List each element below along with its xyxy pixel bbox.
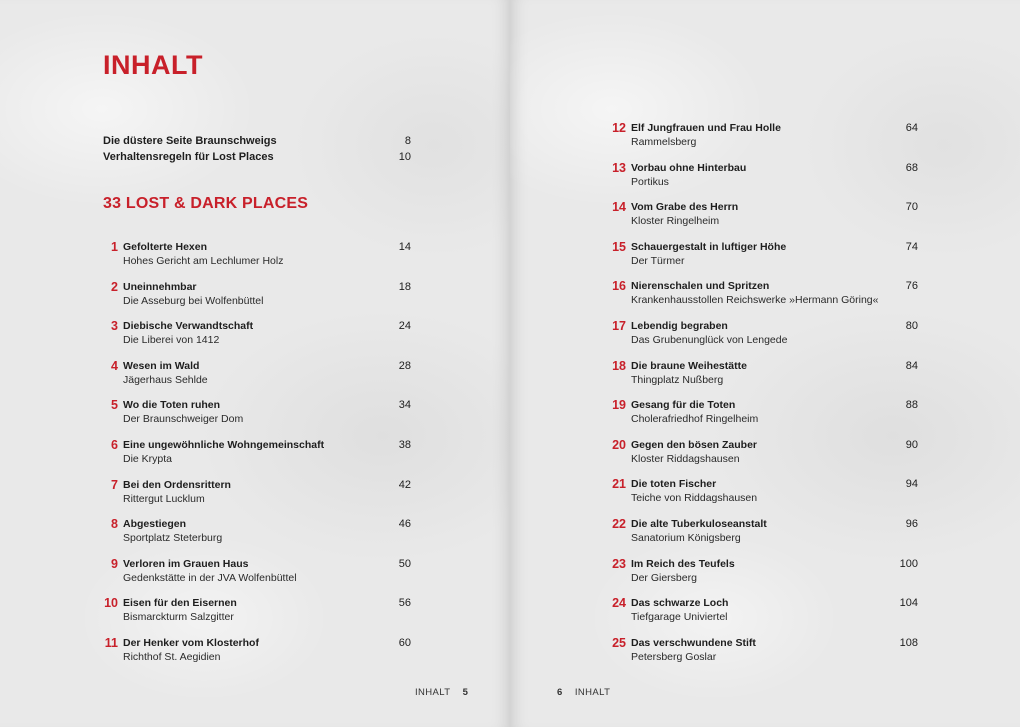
entry-subtitle: Kloster Ringelheim <box>631 215 720 228</box>
entry-number: 7 <box>111 477 118 492</box>
entry-title: Die alte Tuberkuloseanstalt <box>631 518 767 530</box>
toc-entry[interactable] <box>102 398 411 432</box>
toc-entry[interactable] <box>102 280 411 314</box>
entry-subtitle: Der Giersberg <box>631 571 697 584</box>
toc-entry[interactable] <box>610 636 918 670</box>
entry-subtitle: Cholerafriedhof Ringelheim <box>631 413 759 426</box>
entry-title: Eine ungewöhnliche Wohngemeinschaft <box>123 439 325 451</box>
intro-item-title: Die düstere Seite Braunschweigs <box>103 135 277 147</box>
entry-subtitle: Rittergut Lucklum <box>123 492 205 505</box>
entry-page: 96 <box>905 518 918 530</box>
entry-page: 60 <box>398 637 411 649</box>
entry-number: 9 <box>111 556 118 571</box>
entry-title: Vom Grabe des Herrn <box>631 201 739 214</box>
entry-number: 19 <box>612 398 626 413</box>
entry-number: 18 <box>612 358 626 373</box>
toc-entry[interactable] <box>102 517 411 551</box>
entry-subtitle: Petersberg Goslar <box>631 650 717 663</box>
entry-subtitle: Richthof St. Aegidien <box>123 651 221 663</box>
toc-entry[interactable] <box>610 121 918 155</box>
entry-title: Nierenschalen und Spritzen <box>631 280 770 293</box>
toc-entry[interactable] <box>102 557 411 591</box>
entry-subtitle: Die Krypta <box>123 453 173 465</box>
toc-entry[interactable] <box>102 319 411 353</box>
entry-page: 38 <box>398 439 411 451</box>
entry-page: 68 <box>905 161 918 174</box>
intro-item[interactable] <box>103 149 411 165</box>
entry-title: Die braune Weihestätte <box>631 359 747 372</box>
entry-subtitle: Bismarckturm Salzgitter <box>123 611 234 624</box>
entry-page: 56 <box>398 597 411 610</box>
entry-page: 94 <box>905 478 918 491</box>
entry-page: 24 <box>398 320 411 333</box>
toc-entry[interactable] <box>102 636 411 670</box>
entry-title: Der Henker vom Klosterhof <box>123 637 259 649</box>
entry-page: 74 <box>905 240 918 253</box>
entry-title: Die toten Fischer <box>631 478 717 491</box>
entry-title: Abgestiegen <box>123 518 187 531</box>
entry-title: Vorbau ohne Hinterbau <box>631 161 747 174</box>
entry-number: 15 <box>612 239 626 254</box>
entry-subtitle: Thingplatz Nußberg <box>631 373 724 386</box>
entry-number: 6 <box>111 438 118 452</box>
footer-label: INHALT <box>415 687 451 698</box>
entry-title: Verloren im Grauen Haus <box>123 557 249 570</box>
entry-number: 17 <box>612 319 626 333</box>
toc-entry[interactable] <box>102 438 411 472</box>
toc-entry[interactable] <box>102 596 411 630</box>
section-heading: 33 LOST & DARK PLACES <box>103 195 309 212</box>
toc-entry[interactable] <box>610 200 918 234</box>
entry-number: 25 <box>612 635 626 650</box>
entry-number: 10 <box>104 596 118 611</box>
entry-page: 104 <box>899 597 918 610</box>
entry-page: 80 <box>905 320 918 332</box>
intro-item-page: 8 <box>404 135 411 147</box>
toc-entry[interactable] <box>610 517 918 551</box>
toc-entry[interactable] <box>610 161 918 195</box>
entry-page: 34 <box>398 399 411 412</box>
intro-item-title: Verhaltensregeln für Lost Places <box>103 151 274 163</box>
toc-entry[interactable] <box>102 359 411 393</box>
page-footer <box>415 687 468 698</box>
entry-title: Uneinnehmbar <box>123 280 197 293</box>
entry-subtitle: Gedenkstätte in der JVA Wolfenbüttel <box>123 571 297 584</box>
entry-subtitle: Sportplatz Steterburg <box>123 532 223 545</box>
entry-page: 70 <box>905 201 918 214</box>
entry-subtitle: Portikus <box>631 175 669 188</box>
entry-page: 50 <box>398 557 411 570</box>
entry-number: 24 <box>612 596 626 611</box>
entry-page: 84 <box>905 359 918 372</box>
entry-page: 108 <box>899 636 918 649</box>
entry-subtitle: Das Grubenunglück von Lengede <box>631 334 788 346</box>
entry-page: 64 <box>905 122 918 134</box>
entry-title: Bei den Ordensrittern <box>123 478 231 491</box>
footer-label: INHALT <box>574 687 611 698</box>
entry-page: 76 <box>905 280 918 293</box>
toc-entry[interactable] <box>610 279 918 313</box>
entry-number: 21 <box>612 477 626 492</box>
entry-title: Lebendig begraben <box>631 320 728 332</box>
entry-title: Gegen den bösen Zauber <box>631 438 758 451</box>
entry-number: 5 <box>111 398 118 413</box>
entry-subtitle: Jägerhaus Sehlde <box>123 373 208 386</box>
entry-title: Diebische Verwandtschaft <box>123 320 254 333</box>
toc-entry[interactable] <box>610 557 918 591</box>
entry-number: 20 <box>612 437 626 452</box>
page-number: 6 <box>557 687 563 698</box>
page-title: INHALT <box>103 50 203 80</box>
entry-number: 14 <box>612 200 626 215</box>
entry-title: Das schwarze Loch <box>631 597 729 610</box>
entry-number: 1 <box>111 240 118 254</box>
right-page <box>510 0 1020 727</box>
entry-title: Eisen für den Eisernen <box>123 597 237 610</box>
toc-entry[interactable] <box>102 240 411 274</box>
entry-number: 22 <box>612 517 626 531</box>
intro-item[interactable] <box>103 133 411 149</box>
intro-item-page: 10 <box>398 151 411 163</box>
entry-number: 16 <box>612 279 626 294</box>
entry-page: 88 <box>905 399 918 412</box>
entry-number: 8 <box>111 517 118 532</box>
entry-title: Schauergestalt in luftiger Höhe <box>631 240 787 253</box>
entry-number: 4 <box>111 358 118 373</box>
entry-title: Wo die Toten ruhen <box>123 399 221 412</box>
entry-title: Im Reich des Teufels <box>631 557 735 570</box>
entry-subtitle: Kloster Riddagshausen <box>631 452 740 465</box>
entry-subtitle: Der Türmer <box>631 254 685 267</box>
entry-page: 100 <box>899 557 918 570</box>
entry-page: 46 <box>398 518 411 531</box>
page-number: 5 <box>462 687 469 698</box>
entry-subtitle: Tiefgarage Univiertel <box>631 611 728 624</box>
entry-number: 2 <box>111 279 118 294</box>
toc-entry[interactable] <box>610 398 918 432</box>
toc-entry[interactable] <box>610 359 918 393</box>
toc-entry[interactable] <box>610 240 918 274</box>
entry-subtitle: Sanatorium Königsberg <box>631 532 741 544</box>
entry-title: Gefolterte Hexen <box>123 241 208 253</box>
entry-subtitle: Die Liberei von 1412 <box>123 334 220 347</box>
entry-page: 14 <box>398 241 411 253</box>
entry-title: Gesang für die Toten <box>631 399 736 412</box>
entry-page: 42 <box>398 478 411 491</box>
toc-entry[interactable] <box>610 319 918 353</box>
entry-title: Das verschwundene Stift <box>631 636 756 649</box>
toc-entry[interactable] <box>610 596 918 630</box>
entry-title: Elf Jungfrauen und Frau Holle <box>631 122 781 134</box>
entry-page: 18 <box>398 280 411 293</box>
entry-subtitle: Hohes Gericht am Lechlumer Holz <box>123 255 284 267</box>
entry-number: 13 <box>612 160 626 175</box>
entry-title: Wesen im Wald <box>123 359 200 372</box>
entry-subtitle: Der Braunschweiger Dom <box>123 413 244 426</box>
toc-entry[interactable] <box>102 478 411 512</box>
entry-number: 3 <box>111 319 118 334</box>
entry-number: 23 <box>612 556 626 571</box>
entry-page: 28 <box>398 359 411 372</box>
entry-subtitle: Rammelsberg <box>631 136 697 148</box>
entry-number: 11 <box>104 636 118 650</box>
intro-list <box>103 133 411 165</box>
page-footer <box>557 687 610 698</box>
toc-entry[interactable] <box>610 438 918 472</box>
entry-subtitle: Teiche von Riddagshausen <box>631 492 758 505</box>
entry-number: 12 <box>612 121 626 135</box>
entry-subtitle: Krankenhausstollen Reichswerke »Hermann Göring« <box>631 294 879 307</box>
toc-entry[interactable] <box>610 477 918 511</box>
entry-page: 90 <box>905 438 918 451</box>
entry-subtitle: Die Asseburg bei Wolfenbüttel <box>123 294 264 307</box>
